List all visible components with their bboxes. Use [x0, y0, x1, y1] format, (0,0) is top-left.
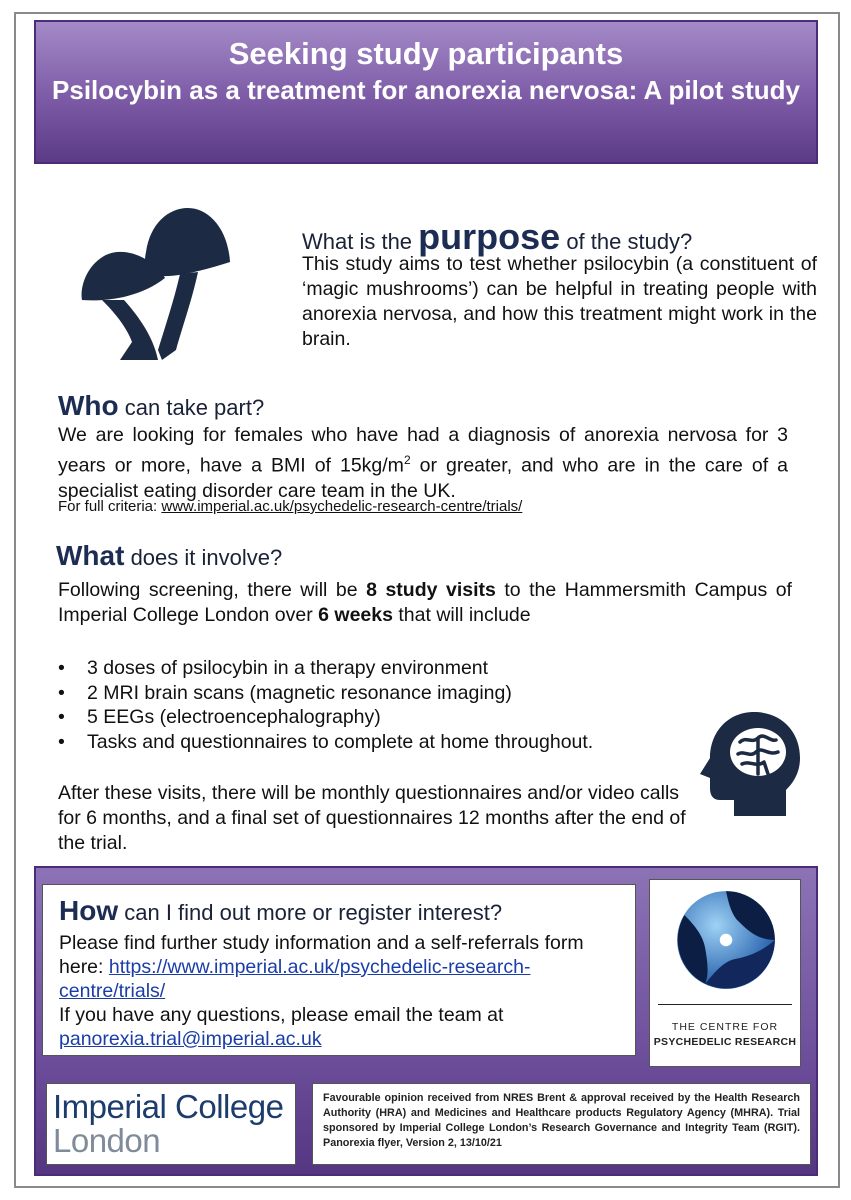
- list-item: • Tasks and questionnaires to complete at home throughout.: [58, 730, 593, 755]
- mushroom-icon: [80, 200, 250, 370]
- what-emphasis: What: [56, 540, 125, 571]
- how-text: [59, 931, 619, 1051]
- imperial-logo-line2: London: [53, 1122, 161, 1159]
- list-item: • 2 MRI brain scans (magnetic resonance imaging): [58, 681, 593, 706]
- trials-url-link[interactable]: https://www.imperial.ac.uk/psychedelic-research-centre/trials/: [59, 956, 531, 1002]
- criteria-link[interactable]: www.imperial.ac.uk/psychedelic-research-centre/trials/: [161, 498, 523, 515]
- what-text: [58, 578, 792, 628]
- brain-head-icon: [698, 708, 802, 818]
- involvement-list: [58, 656, 593, 754]
- how-heading: [59, 895, 502, 927]
- how-emphasis: How: [59, 895, 119, 926]
- what-text-part3: that will include: [392, 604, 531, 626]
- who-text-sup: 2: [403, 453, 411, 467]
- who-text-part2: or greater, and who are in the care of a specialist eating disorder care team in the UK.: [58, 454, 788, 502]
- purpose-emphasis: purpose: [418, 216, 561, 257]
- list-item: • 3 doses of psilocybin in a therapy environment: [58, 656, 593, 681]
- centre-logo: [649, 879, 801, 1067]
- purpose-text: This study aims to test whether psilocybin (a constituent of ‘magic mushrooms’) can be helpful in treating people with anorexia nervosa, and how this treatment might work in the brain.: [302, 253, 817, 350]
- who-text: [58, 423, 788, 504]
- how-suffix: can I find out more or register interest?: [124, 900, 503, 925]
- what-heading: [56, 540, 282, 572]
- who-suffix: can take part?: [124, 395, 265, 420]
- page-subtitle: Psilocybin as a treatment for anorexia nervosa: A pilot study: [52, 75, 800, 105]
- header-banner: [34, 20, 818, 164]
- page-title: Seeking study participants: [228, 36, 624, 71]
- email-link[interactable]: panorexia.trial@imperial.ac.uk: [59, 1028, 322, 1050]
- how-text1: Please find further study information and a self-referrals form here:: [59, 932, 584, 978]
- purpose-prefix: What is the: [302, 229, 413, 254]
- list-item: • 5 EEGs (electroencephalography): [58, 705, 593, 730]
- criteria-label: For full criteria:: [58, 498, 162, 515]
- criteria-line: [58, 498, 522, 515]
- study-visits-count: 8 study visits: [366, 579, 496, 601]
- after-visits-text: After these visits, there will be monthly questionnaires and/or video calls for 6 months, and a final set of questionnaires 12 months after the end of the trial.: [58, 782, 686, 854]
- ethics-note: Favourable opinion received from NRES Brent & approval received by the Health Research Authority (HRA) and Medicines and Healthcare products Regulatory Agency (MHRA). Trial sponsored by Imperial College London’s Research Governance and Integrity Team (RGIT). Panorexia flyer, Version 2, 13/10/21: [312, 1083, 811, 1165]
- how-text2: If you have any questions, please email the team at: [59, 1004, 504, 1026]
- logo-divider: [658, 1004, 792, 1005]
- who-emphasis: Who: [58, 390, 119, 421]
- what-suffix: does it involve?: [130, 545, 283, 570]
- purpose-suffix: of the study?: [566, 229, 693, 254]
- how-box: [42, 884, 636, 1056]
- who-heading: [58, 390, 264, 422]
- study-duration: 6 weeks: [318, 604, 393, 626]
- centre-swirl-icon: [674, 888, 778, 992]
- what-text-part1: Following screening, there will be: [58, 579, 367, 601]
- centre-name-line1: THE CENTRE FOR: [671, 1021, 779, 1033]
- imperial-logo-line1: Imperial College: [53, 1088, 284, 1125]
- imperial-logo: [46, 1083, 296, 1165]
- what-text-part2: to the Hammersmith Campus of Imperial College London over: [58, 579, 792, 626]
- centre-name-line2: PSYCHEDELIC RESEARCH: [653, 1036, 797, 1048]
- who-text-part1: We are looking for females who have had a diagnosis of anorexia nervosa for 3 years or more, have a BMI of 15kg/m: [58, 424, 788, 477]
